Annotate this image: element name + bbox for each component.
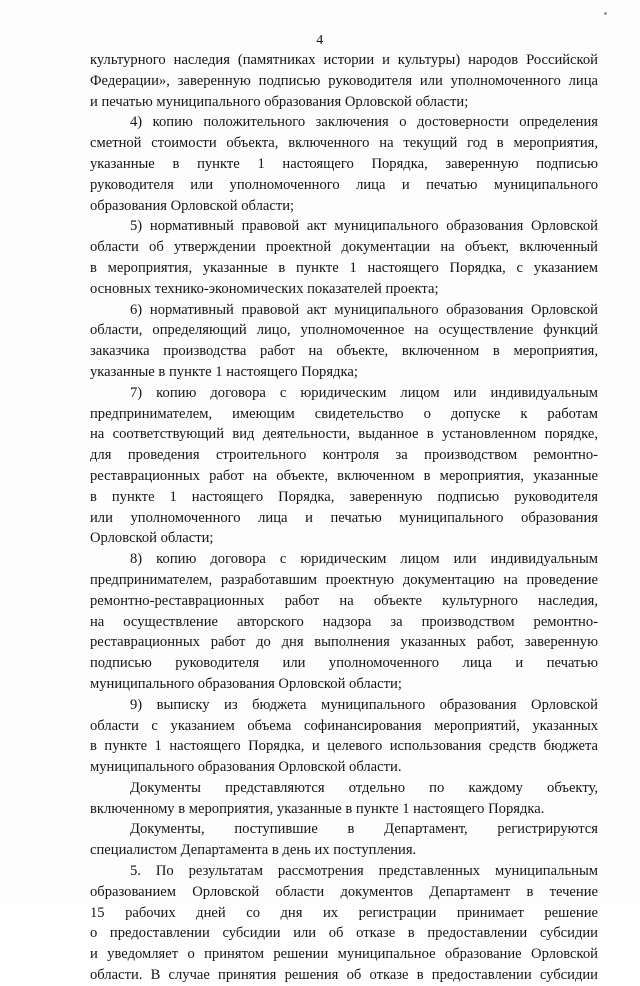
- text-line: руководителя или уполномоченного лица и печатью муниципального: [90, 176, 598, 193]
- text-line: ремонтно-реставрационных работ на объекте культурного наследия,: [90, 592, 598, 609]
- text-line: образованием Орловской области документов Департамент в течение: [90, 883, 598, 900]
- text-line: области об утверждении проектной документации на объект, включенный: [90, 239, 598, 256]
- text-line: Документы представляются отдельно по каждому объекту,: [130, 779, 598, 796]
- text-line: 15 рабочих дней со дня их регистрации принимает решение: [90, 904, 598, 921]
- text-line: на осуществление авторского надзора за производством ремонтно-: [90, 613, 598, 630]
- text-line: о предоставлении субсидии или об отказе в предоставлении субсидии: [90, 925, 598, 942]
- text-line: 5. По результатам рассмотрения представленных муниципальным: [130, 863, 598, 880]
- text-line: или уполномоченного лица и печатью муниципального образования: [90, 509, 598, 526]
- text-line: Орловской области;: [90, 530, 214, 547]
- text-line: 6) нормативный правовой акт муниципального образования Орловской: [130, 301, 598, 318]
- text-line: для проведения строительного контроля за производством ремонтно-: [90, 447, 598, 464]
- text-line: указанные в пункте 1 настоящего Порядка, заверенную подписью: [90, 155, 598, 172]
- text-line: заказчика производства работ на объекте, включенном в мероприятия,: [90, 343, 598, 360]
- text-line: образования Орловской области;: [90, 197, 295, 214]
- text-line: области. В случае принятия решения об отказе в предоставлении субсидии: [90, 967, 598, 984]
- text-line: специалистом Департамента в день их поступления.: [90, 842, 417, 859]
- text-line: муниципального образования Орловской области.: [90, 759, 402, 776]
- text-line: в пункте 1 настоящего Порядка, заверенную подписью руководителя: [90, 488, 598, 505]
- text-line: на соответствующий вид деятельности, выданное в установленном порядке,: [90, 426, 598, 443]
- text-line: и печатью муниципального образования Орловской области;: [90, 93, 469, 110]
- text-line: 7) копию договора с юридическим лицом или индивидуальным: [130, 384, 598, 401]
- scan-speck: [604, 12, 607, 15]
- text-line: подписью руководителя или уполномоченного лица и печатью: [90, 655, 598, 672]
- text-line: основных технико-экономических показателей проекта;: [90, 280, 439, 297]
- text-line: 4) копию положительного заключения о достоверности определения: [130, 114, 598, 131]
- text-line: указанные в пункте 1 настоящего Порядка;: [90, 363, 358, 380]
- text-line: предпринимателем, имеющим свидетельство о допуске к работам: [90, 405, 598, 422]
- text-line: и уведомляет о принятом решении муниципальное образование Орловской: [90, 946, 598, 963]
- text-line: в пункте 1 настоящего Порядка, и целевого использования средств бюджета: [90, 738, 598, 755]
- document-body: [90, 50, 598, 986]
- text-line: реставрационных работ до дня выполнения указанных работ, заверенную: [90, 634, 598, 651]
- text-line: предпринимателем, разработавшим проектную документацию на проведение: [90, 571, 598, 588]
- text-line: Федерации», заверенную подписью руководителя или уполномоченного лица: [90, 72, 598, 89]
- text-line: сметной стоимости объекта, включенного на текущий год в мероприятия,: [90, 135, 598, 152]
- text-line: 9) выписку из бюджета муниципального образования Орловской: [130, 696, 598, 713]
- text-line: муниципального образования Орловской области;: [90, 675, 402, 692]
- text-line: области, определяющий лицо, уполномоченное на осуществление функций: [90, 322, 598, 339]
- text-line: области с указанием объема софинансирования мероприятий, указанных: [90, 717, 598, 734]
- text-line: реставрационных работ на объекте, включенном в мероприятия, указанные: [90, 467, 598, 484]
- text-line: в мероприятия, указанные в пункте 1 настоящего Порядка, с указанием: [90, 259, 598, 276]
- text-line: 8) копию договора с юридическим лицом или индивидуальным: [130, 551, 598, 568]
- text-line: включенному в мероприятия, указанные в пункте 1 настоящего Порядка.: [90, 800, 545, 817]
- text-line: Документы, поступившие в Департамент, регистрируются: [130, 821, 598, 838]
- text-line: культурного наследия (памятниках истории и культуры) народов Российской: [90, 52, 598, 68]
- page-number: 4: [316, 33, 324, 48]
- text-line: 5) нормативный правовой акт муниципального образования Орловской: [130, 218, 598, 235]
